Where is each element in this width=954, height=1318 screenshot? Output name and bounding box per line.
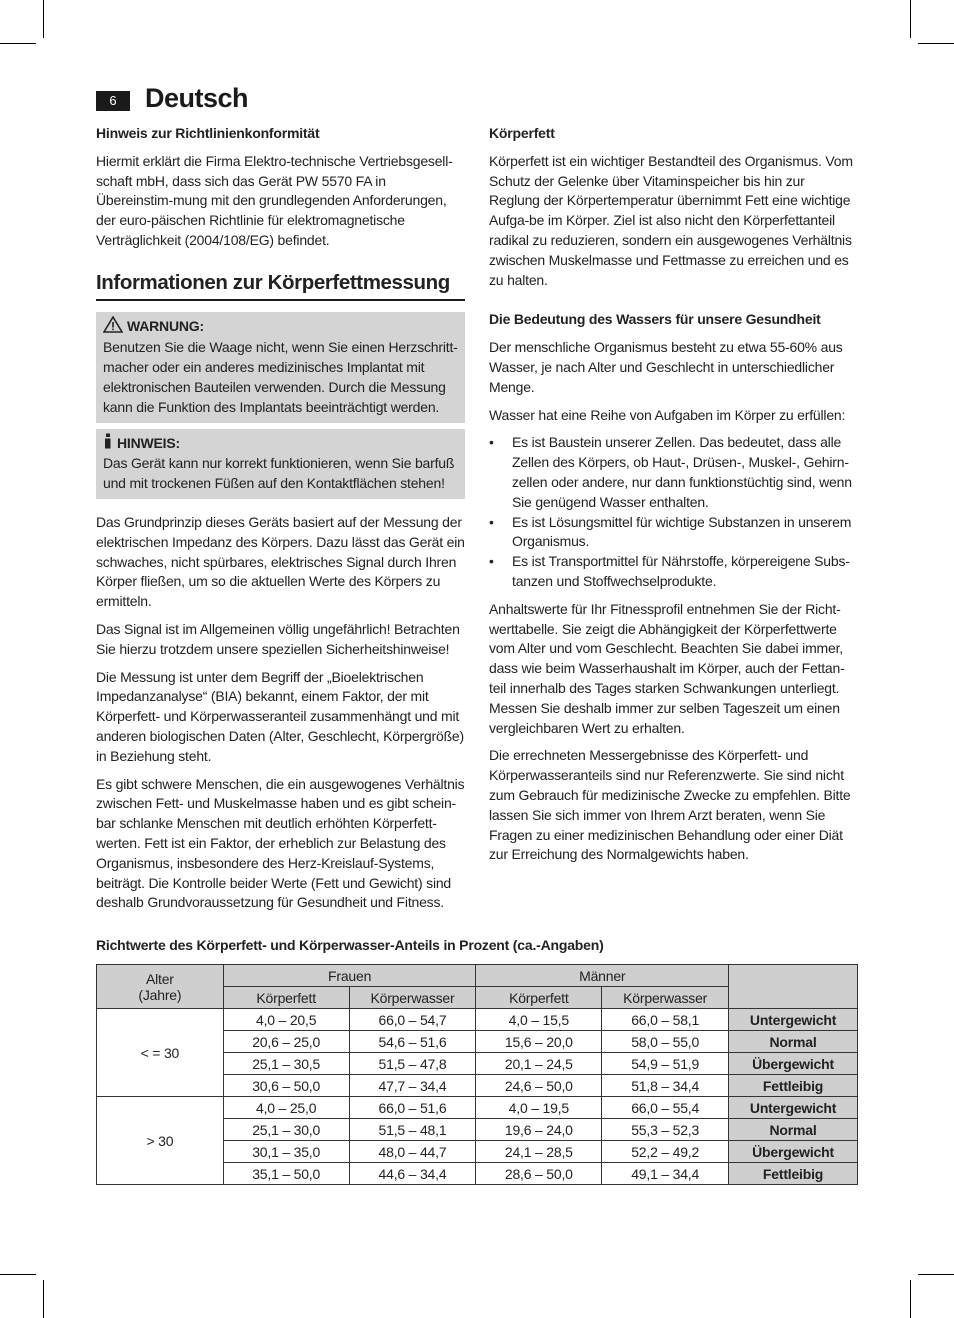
cell: 51,5 – 47,8 (349, 1053, 476, 1075)
list-item: • Es ist Baustein unserer Zellen. Das bedeutet, dass alle Zellen des Körpers, ob Haut-, Drüsen-, Muskel-, Gehirn-zellen oder andere, nur dann funktionstüchtig sind, wenn Sie genügend Wasser enthalten. (489, 433, 858, 512)
warning-box (96, 312, 465, 423)
fat-heading: Körperfett (489, 125, 555, 141)
cell: 54,6 – 51,6 (349, 1031, 476, 1053)
age-group: > 30 (97, 1097, 224, 1185)
paragraph: Das Grundprinzip dieses Geräts basiert auf der Messung der elektrischen Impedanz des Körpers. Dazu lässt das Gerät ein schwaches, nicht spürbares, elektrisches Signal durch Ihren Körper fließen, um so die aktuellen Werte des Körpers zu ermitteln. (96, 513, 465, 610)
men-water-header: Körperwasser (602, 987, 729, 1009)
cell: 55,3 – 52,3 (602, 1119, 729, 1141)
cell: 24,1 – 28,5 (476, 1141, 602, 1163)
fat-text: Körperfett ist ein wichtiger Bestandteil des Organismus. Vom Schutz der Gelenke über Vitaminspeicher bis hin zur Reglung der Körpertemperatur übernimmt Fett eine wichtige Aufga-be im Körper. Ziel ist also nicht den Körperfettanteil radikal zu reduzieren, sondern ein ausgewogenes Verhältnis zwischen Muskelmasse und Fettmasse zu erreichen und es zu halten. (489, 152, 853, 288)
compliance-text: Hiermit erklärt die Firma Elektro-technische Vertriebsgesell-schaft mbH, dass sich das Gerät PW 5570 FA in Übereinstim-mung mit den grundlegenden Anforderungen, der euro-päischen Richtlinie für elektromagnetische Verträglichkeit (2004/108/EG) befindet. (96, 152, 453, 248)
cell: 30,6 – 50,0 (223, 1075, 349, 1097)
language-title: Deutsch (145, 83, 249, 113)
table-row (97, 1097, 858, 1119)
category-cell: Übergewicht (729, 1053, 858, 1075)
cell: 54,9 – 51,9 (602, 1053, 729, 1075)
table-title: Richtwerte des Körperfett- und Körperwasser-Anteils in Prozent (ca.-Angaben) (96, 937, 604, 953)
cell: 51,8 – 34,4 (602, 1075, 729, 1097)
note-label: HINWEIS: (117, 434, 180, 451)
men-header: Männer (476, 965, 729, 987)
cell: 4,0 – 19,5 (476, 1097, 602, 1119)
cell: 25,1 – 30,5 (223, 1053, 349, 1075)
list-item: • Es ist Transportmittel für Nährstoffe, körpereigene Subs-tanzen und Stoffwechselprodukte. (489, 552, 858, 592)
crop-mark (43, 1280, 44, 1318)
right-column (489, 124, 858, 873)
cell: 4,0 – 20,5 (223, 1009, 349, 1031)
cell: 58,0 – 55,0 (602, 1031, 729, 1053)
table-row (97, 1009, 858, 1031)
cell: 66,0 – 54,7 (349, 1009, 476, 1031)
women-header: Frauen (223, 965, 476, 987)
category-cell: Untergewicht (729, 1097, 858, 1119)
paragraph: Das Signal ist im Allgemeinen völlig ungefährlich! Betrachten Sie hierzu trotzdem unsere speziellen Sicherheitshinweise! (96, 620, 460, 657)
cell: 44,6 – 34,4 (349, 1163, 476, 1185)
crop-mark (0, 1274, 36, 1275)
crop-mark (910, 1280, 911, 1318)
info-icon (103, 433, 113, 455)
cell: 30,1 – 35,0 (223, 1141, 349, 1163)
warning-label: WARNUNG: (127, 318, 204, 335)
cell: 28,6 – 50,0 (476, 1163, 602, 1185)
section-title: Informationen zur Körperfettmessung (96, 273, 465, 301)
page-number: 6 (96, 91, 130, 111)
reference-table (96, 964, 858, 1185)
cell: 20,1 – 24,5 (476, 1053, 602, 1075)
tasks-list (489, 433, 858, 591)
cell: 24,6 – 50,0 (476, 1075, 602, 1097)
category-header (729, 965, 858, 1009)
cell: 66,0 – 55,4 (602, 1097, 729, 1119)
list-item: • Es ist Lösungsmittel für wichtige Substanzen in unserem Organismus. (489, 513, 858, 553)
age-header: Alter (Jahre) (97, 965, 224, 1009)
note-box (96, 429, 465, 499)
note-text: Das Gerät kann nur korrekt funktionieren, wenn Sie barfuß und mit trockenen Füßen auf den Kontaktflächen stehen! (103, 455, 455, 492)
crop-mark (0, 43, 36, 44)
water-heading: Die Bedeutung des Wassers für unsere Gesundheit (489, 311, 821, 328)
cell: 48,0 – 44,7 (349, 1141, 476, 1163)
women-water-header: Körperwasser (349, 987, 476, 1009)
category-cell: Fettleibig (729, 1075, 858, 1097)
category-cell: Übergewicht (729, 1141, 858, 1163)
cell: 20,6 – 25,0 (223, 1031, 349, 1053)
crop-mark (43, 0, 44, 38)
paragraph: Die Messung ist unter dem Begriff der „Bioelektrischen Impedanzanalyse“ (BIA) bekannt, einem Faktor, der mit Körperfett- und Körperwasseranteil zusammenhängt und mit anderen biologischen Daten (Alter, Geschlecht, Körpergröße) in Beziehung steht. (96, 668, 464, 764)
cell: 66,0 – 51,6 (349, 1097, 476, 1119)
cell: 25,1 – 30,0 (223, 1119, 349, 1141)
cell: 66,0 – 58,1 (602, 1009, 729, 1031)
men-fat-header: Körperfett (476, 987, 602, 1009)
category-cell: Untergewicht (729, 1009, 858, 1031)
cell: 4,0 – 15,5 (476, 1009, 602, 1031)
cell: 49,1 – 34,4 (602, 1163, 729, 1185)
cell: 19,6 – 24,0 (476, 1119, 602, 1141)
category-cell: Fettleibig (729, 1163, 858, 1185)
warning-icon (103, 316, 123, 339)
crop-mark (918, 1274, 954, 1275)
women-fat-header: Körperfett (223, 987, 349, 1009)
category-cell: Normal (729, 1119, 858, 1141)
cell: 52,2 – 49,2 (602, 1141, 729, 1163)
age-group: < = 30 (97, 1009, 224, 1097)
water-text: Der menschliche Organismus besteht zu etwa 55-60% aus Wasser, je nach Alter und Geschlecht in unterschiedlicher Menge. (489, 339, 843, 395)
cell: 35,1 – 50,0 (223, 1163, 349, 1185)
crop-mark (918, 43, 954, 44)
crop-mark (910, 0, 911, 38)
category-cell: Normal (729, 1031, 858, 1053)
paragraph: Es gibt schwere Menschen, die ein ausgewogenes Verhältnis zwischen Fett- und Muskelmasse haben und es gibt schein-bar schlanke Menschen mit deutlich erhöhten Körperfett-werten. Fett ist ein Faktor, der erheblich zur Belastung des Organismus, insbesondere des Herz-Kreislauf-Systems, beiträgt. Die Kontrolle beider Werte (Fett und Gewicht) sind deshalb Grundvoraussetzung für Gesundheit und Fitness. (96, 775, 465, 911)
cell: 15,6 – 20,0 (476, 1031, 602, 1053)
warning-text: Benutzen Sie die Waage nicht, wenn Sie einen Herzschritt-macher oder ein anderes medizinisches Implantat mit elektronischen Bauteilen verwenden. Durch die Messung kann die Funktion des Implantats beeinträchtigt werden. (103, 339, 458, 415)
cell: 47,7 – 34,4 (349, 1075, 476, 1097)
reference-text: Anhaltswerte für Ihr Fitnessprofil entnehmen Sie der Richt-werttabelle. Sie zeigt die Abhängigkeit der Körperfettwerte vom Alter und vom Geschlecht. Beachten Sie dabei immer, dass wie beim Wasserhaushalt im Körper, auch der Fettan-teil innerhalb des Tages starken Schwankungen unterliegt. Messen Sie deshalb immer zur selben Tageszeit um einen vergleichbaren Wert zu erhalten. (489, 600, 845, 736)
tasks-intro: Wasser hat eine Reihe von Aufgaben im Körper zu erfüllen: (489, 406, 846, 423)
disclaimer-text: Die errechneten Messergebnisse des Körperfett- und Körperwasseranteils sind nur Referenzwerte. Sie sind nicht zum Gebrauch für medizinische Zwecke zu empfehlen. Bitte lassen Sie sich immer von Ihrem Arzt beraten, wenn Sie Fragen zu einer medizinischen Behandlung oder einer Diät zur Erreichung des Normalgewichts haben. (489, 747, 851, 863)
compliance-heading: Hinweis zur Richtlinienkonformität (96, 125, 320, 141)
cell: 4,0 – 25,0 (223, 1097, 349, 1119)
cell: 51,5 – 48,1 (349, 1119, 476, 1141)
left-column (96, 124, 465, 921)
